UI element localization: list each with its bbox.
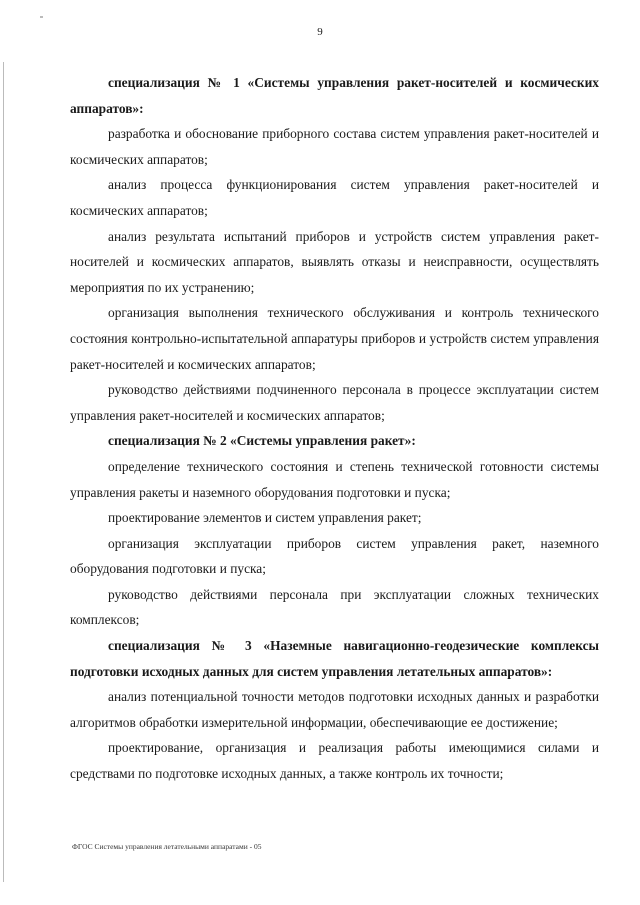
paragraph: организация выполнения технического обслуживания и контроль технического состояния контрольно-испытательной аппаратуры приборов и устройств систем управления ракет-носителей и космических аппаратов; [70, 305, 599, 372]
document-footer: ФГОС Системы управления летательными аппаратами - 05 [72, 842, 262, 851]
paragraph: руководство действиями подчиненного персонала в процессе эксплуатации систем управления ракет-носителей и космических аппаратов; [70, 382, 599, 423]
specialization-heading: специализация № 3 «Наземные навигационно-геодезические комплексы подготовки исходных данных для систем управления летательных аппаратов»: [70, 638, 599, 679]
scan-edge-mark [3, 62, 4, 882]
paragraph: анализ потенциальной точности методов подготовки исходных данных и разработки алгоритмов обработки измерительной информации, обеспечивающие ее достижение; [70, 689, 599, 730]
paragraph: разработка и обоснование приборного состава систем управления ракет-носителей и космических аппаратов; [70, 126, 599, 167]
paragraph: проектирование элементов и систем управления ракет; [108, 510, 422, 526]
paragraph: руководство действиями персонала при эксплуатации сложных технических комплексов; [70, 586, 599, 628]
paragraph: проектирование, организация и реализация работы имеющимися силами и средствами по подготовке исходных данных, а также контроль их точности; [70, 740, 599, 782]
paragraph: анализ процесса функционирования систем управления ракет-носителей и космических аппаратов; [70, 177, 599, 218]
page-number: 9 [317, 26, 323, 38]
specialization-heading: специализация № 1 «Системы управления ракет-носителей и космических аппаратов»: [70, 75, 599, 116]
paragraph: определение технического состояния и степень технической готовности системы управления ракеты и наземного оборудования подготовки и пуска; [70, 458, 599, 500]
document-body [70, 70, 599, 787]
paragraph: организация эксплуатации приборов систем управления ракет, наземного оборудования подготовки и пуска; [70, 535, 599, 577]
specialization-heading: специализация № 2 «Системы управления ракет»: [108, 433, 416, 449]
paragraph: анализ результата испытаний приборов и устройств систем управления ракет-носителей и космических аппаратов, выявлять отказы и неисправности, осуществлять мероприятия по их устранению; [70, 228, 599, 295]
scan-edge-mark [40, 16, 43, 18]
